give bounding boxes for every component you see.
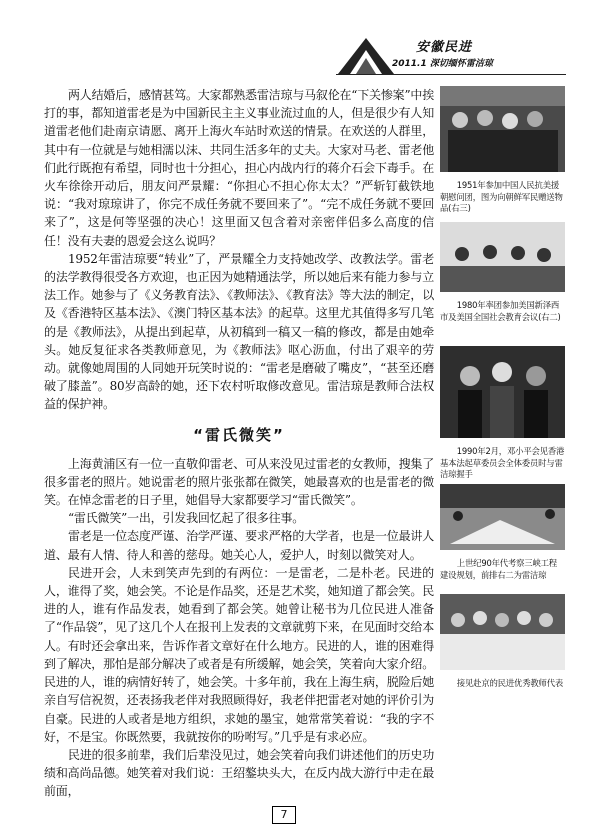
photo-caption: 接见赴京的民进优秀教师代表 — [456, 678, 564, 688]
photo-block-5 — [440, 594, 565, 690]
photo-block-3 — [440, 346, 565, 481]
photo-caption: 1980年率团参加美国新泽西市及美国全国社会教育会议(右二) — [440, 300, 561, 322]
photo-image — [440, 346, 565, 438]
issue-line: 2011.1 深切缅怀雷洁琼 — [392, 59, 493, 69]
photo-image — [440, 86, 565, 172]
paragraph: “雷氏微笑”一出，引发我回忆起了很多往事。 — [68, 511, 305, 526]
paragraph: 1952年雷洁琼要“转业”了，严景耀全力支持她改学、改教法学。雷老的法学教得很受各方欢迎，也正因为她精通法学，所以她后来有能力参与立法工作。她参与了《义务教育法》、《教师法》、《教育法》等大法的制定，以及《香港特区基本法》、《澳门特区基本法》的起草。这里尤其值得多写几笔的是《教师法》，从提出到起草，从初稿到一稿又一稿的修改，都是由她牵头。她反复征求各类教师意见，为《教师法》呕心沥血，付出了艰辛的劳动。就像她周围的人同她开玩笑时说的：“雷老是磨破了嘴皮”，“甚至还磨破了膝盖”。80岁高龄的她，还下农村听取修改意见。雷洁琼是教师合法权益的保护神。 — [44, 251, 434, 412]
main-text-column — [44, 86, 434, 801]
photo-block-4 — [440, 484, 565, 581]
photo-block-2 — [440, 222, 565, 323]
paragraph: 民进开会，人未到笑声先到的有两位：一是雷老，二是朴老。民进的人，谁得了奖，她会笑。不论是作品奖，还是艺术奖，她知道了都会笑。民进的人，谁有作品发表，她看到了都会笑。她曾让秘书为几位民进人准备了“作品袋”，见了这几个人在报刊上发表的文章就剪下来，在见面时交给本人。有时还会拿出来，告诉作者文章好在什么地方。民进的人，谁的困难得到了解决，那怕是部分解决了或者是有所缓解，她会笑，笑着向大家介绍。民进的人，谁的病情好转了，她会笑。十多年前，我在上海生病，脱险后她亲自写信祝贺，还表扬我老伴对我照顾得好，我老伴把雷老对她的评价引为自豪。民进的人或者是地方组织，求她的墨宝，她常常笑着说：“我的字不好，不是宝。你既然要，我就按你的吩咐写。”几乎是有求必应。 — [44, 565, 434, 744]
section-title: “雷氏微笑” — [193, 425, 285, 444]
photo-image — [440, 222, 565, 292]
paragraph: 雷老是一位态度严谨、治学严谨、要求严格的大学者，也是一位最讲人道、最有人情、待人和善的慈母。她关心人，爱护人，时刻以微笑对人。 — [44, 529, 434, 562]
magazine-title: 安徽民进 — [416, 40, 473, 55]
photo-block-1 — [440, 86, 565, 215]
photo-caption: 上世纪90年代考察三峡工程建设规划，前排右二为雷洁琼 — [440, 558, 557, 580]
paragraph: 上海黄浦区有一位一直敬仰雷老、可从来没见过雷老的女教师，搜集了很多雷老的照片。她说雷老的照片张张都在微笑，她最喜欢的也是雷老的微笑。在悼念雷老的日子里，她倡导大家都要学习“雷氏微笑”。 — [44, 456, 434, 508]
photo-image — [440, 484, 565, 550]
paragraph: 民进的很多前辈，我们后辈没见过，她会笑着向我们讲述他们的历史功绩和高尚品德。她笑着对我们说：王绍鏊块头大，在反内战大游行中走在最前面， — [44, 747, 434, 799]
photo-image — [440, 594, 565, 670]
paragraph: 两人结婚后，感情甚笃。大家都熟悉雷洁琼与马叙伦在“下关惨案”中挨打的事，都知道雷老是为中国新民主主义事业流过血的人，但是很少有人知道雷老他们赴南京请愿、离开上海火车站时欢送的情景。在欢送的人群里，其中有一位就是与她相濡以沫、共同生活多年的丈夫。大家对马老、雷老他们此行既抱有希望，同时也十分担心，担心内战内行的蒋介石会下毒手。在火车徐徐开动后，朋友问严景耀：“你担心不担心你太太？”严斩钉截铁地说：“我对琼琼讲了，你完不成任务就不要回来了”。“完不成任务就不要回来了”，这是何等坚强的决心！这里面又包含着对亲密伴侣多么高度的信任！没有夫妻的恩爱会这么说吗？ — [44, 88, 434, 248]
magazine-logo-icon — [336, 34, 396, 76]
page-number: 7 — [272, 806, 296, 824]
photo-caption: 1990年2月，邓小平会见香港基本法起草委员会全体委员时与雷洁琼握手 — [440, 446, 565, 479]
photo-caption: 1951年参加中国人民抗美援朝慰问团，图为向朝鲜军民赠送物品(右三) — [440, 180, 563, 213]
header-divider — [336, 74, 566, 75]
